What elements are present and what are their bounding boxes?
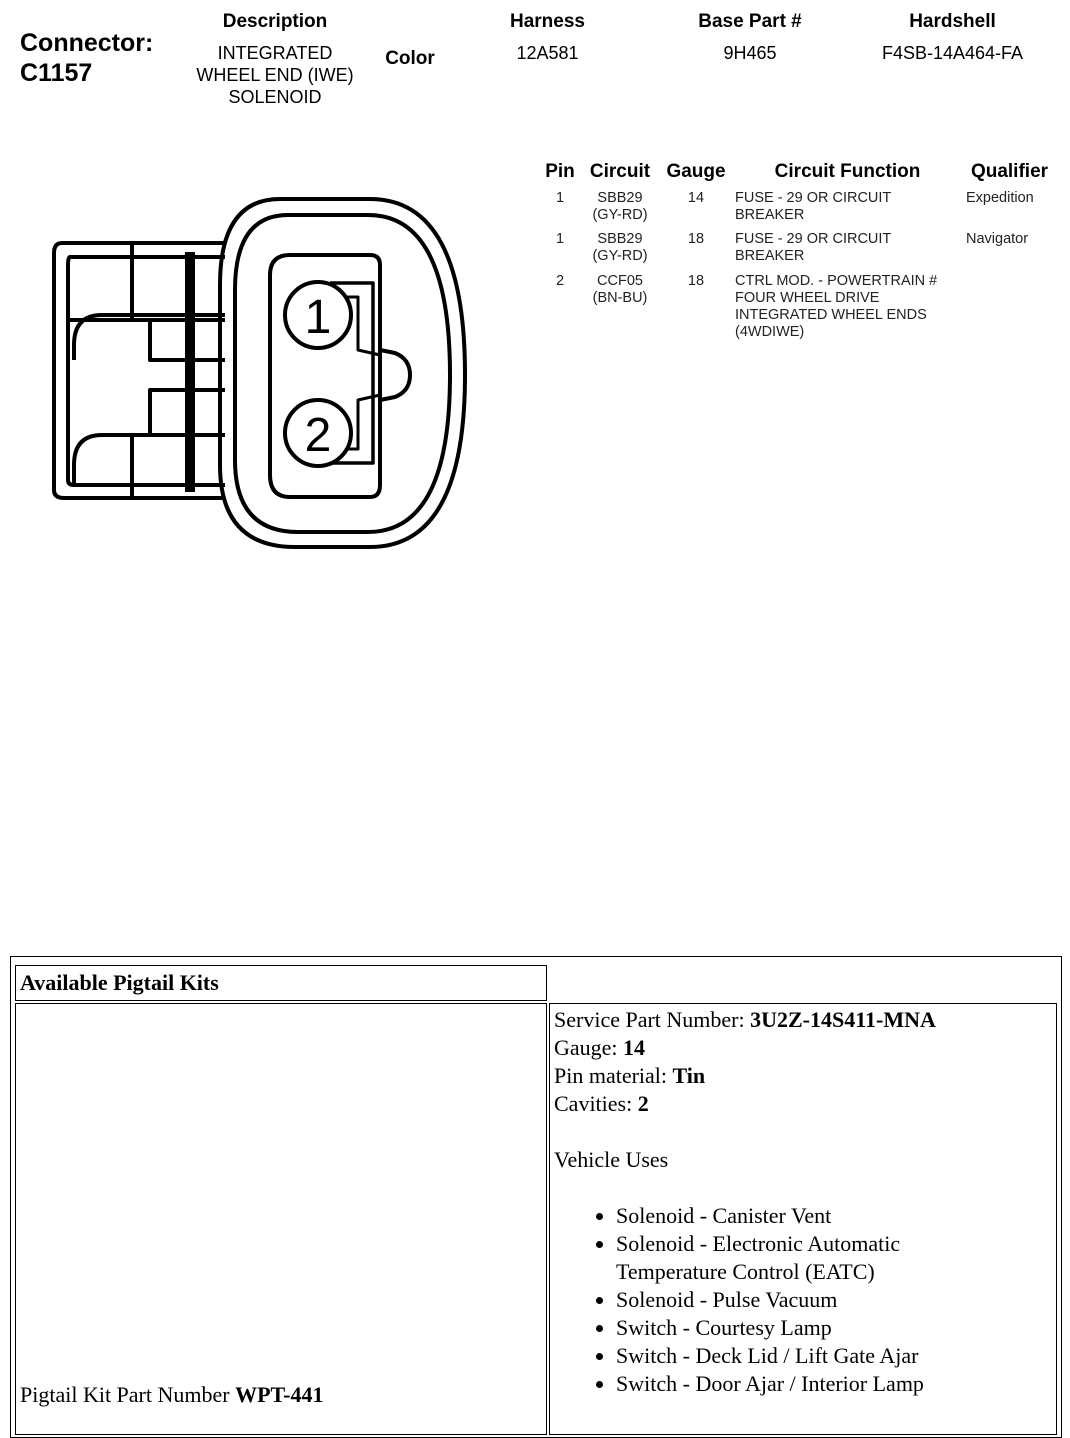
cell-function-line: BREAKER (735, 207, 805, 223)
pigtail-kit-label: Pigtail Kit Part Number (20, 1382, 236, 1407)
cell-circuit-line: CCF05 (597, 273, 643, 289)
pin-2-label: 2 (304, 409, 332, 462)
pigtail-details (554, 1006, 1050, 1398)
pigtail-title: Available Pigtail Kits (20, 970, 219, 995)
color-header: Color (385, 48, 435, 69)
description-line: WHEEL END (IWE) (196, 65, 354, 85)
list-item: • Switch - Courtesy Lamp (616, 1314, 1050, 1342)
cell-function-line: BREAKER (735, 248, 805, 264)
cell-function (735, 273, 960, 341)
pigtail-kit-part (20, 1381, 324, 1409)
pigtail-kit-number: WPT-441 (235, 1382, 324, 1407)
description-header: Description (222, 11, 328, 32)
list-item: • Solenoid - Electronic Automatic Temperature Control (EATC) (616, 1230, 1050, 1286)
cell-gauge: 18 (687, 231, 705, 247)
cell-gauge: 14 (687, 190, 705, 206)
cell-circuit-line: SBB29 (597, 190, 643, 206)
description-line: INTEGRATED (217, 43, 333, 63)
hardshell-value: F4SB-14A464-FA (881, 43, 1024, 63)
cell-circuit-line: (BN-BU) (592, 290, 648, 306)
hardshell-header: Hardshell (909, 11, 996, 32)
col-function-header: Circuit Function (774, 161, 921, 182)
list-item: • Solenoid - Canister Vent (616, 1202, 1050, 1230)
cavities-line (554, 1090, 1050, 1118)
cell-function-line: INTEGRATED WHEEL ENDS (735, 307, 927, 323)
pigtail-kit-cell (15, 1003, 547, 1435)
col-gauge-header: Gauge (666, 161, 726, 182)
col-circuit-header: Circuit (589, 161, 651, 182)
pin-material-label: Pin material: (554, 1063, 673, 1088)
cell-qualifier: Expedition (966, 190, 1034, 206)
cell-circuit-line: SBB29 (597, 231, 643, 247)
cell-function-line: (4WDIWE) (735, 324, 805, 340)
pin-material-value: Tin (672, 1063, 706, 1088)
cell-pin: 1 (555, 231, 565, 247)
vehicle-uses-heading: Vehicle Uses (554, 1147, 669, 1172)
cell-pin: 2 (555, 273, 565, 289)
cell-circuit-line: (GY-RD) (592, 248, 648, 264)
cavities-value: 2 (637, 1091, 649, 1116)
cell-circuit (584, 190, 656, 224)
col-qualifier-header: Qualifier (970, 161, 1049, 182)
pin-material-line (554, 1062, 1050, 1090)
list-item: • Switch - Door Ajar / Interior Lamp (616, 1370, 1050, 1398)
service-part-label: Service Part Number: (554, 1007, 751, 1032)
cell-function-line: FOUR WHEEL DRIVE (735, 290, 880, 306)
col-pin-header: Pin (545, 161, 575, 182)
service-part-line (554, 1006, 1050, 1034)
description-value (165, 42, 385, 108)
cell-function (735, 190, 960, 224)
service-part-value: 3U2Z-14S411-MNA (750, 1007, 936, 1032)
pin-1-label: 1 (304, 291, 332, 344)
cell-qualifier: Navigator (966, 231, 1029, 247)
cell-pin: 1 (555, 190, 565, 206)
gauge-line (554, 1034, 1050, 1062)
gauge-label: Gauge: (554, 1035, 624, 1060)
cell-function-line: FUSE - 29 OR CIRCUIT (735, 231, 892, 247)
cell-function (735, 231, 960, 265)
harness-value: 12A581 (516, 43, 579, 63)
connector-face-diagram (40, 185, 480, 560)
harness-header: Harness (510, 11, 585, 32)
connector-label-text: Connector: (20, 29, 154, 57)
cell-circuit-line: (GY-RD) (592, 207, 648, 223)
connector-id: C1157 (20, 59, 93, 87)
vehicle-uses-list (554, 1202, 1050, 1398)
cell-circuit (584, 273, 656, 307)
base-part-value: 9H465 (723, 43, 777, 63)
list-item: • Solenoid - Pulse Vacuum (616, 1286, 1050, 1314)
cell-circuit (584, 231, 656, 265)
cell-gauge: 18 (687, 273, 705, 289)
cell-function-line: FUSE - 29 OR CIRCUIT (735, 190, 892, 206)
gauge-value: 14 (623, 1035, 646, 1060)
description-line: SOLENOID (228, 87, 322, 107)
pigtail-details-cell (549, 1003, 1057, 1435)
cell-function-line: CTRL MOD. - POWERTRAIN # (735, 273, 938, 289)
pigtail-title-cell (15, 965, 547, 1001)
list-item: • Switch - Deck Lid / Lift Gate Ajar (616, 1342, 1050, 1370)
cavities-label: Cavities: (554, 1091, 638, 1116)
connector-label (20, 28, 153, 88)
base-part-header: Base Part # (698, 11, 802, 32)
